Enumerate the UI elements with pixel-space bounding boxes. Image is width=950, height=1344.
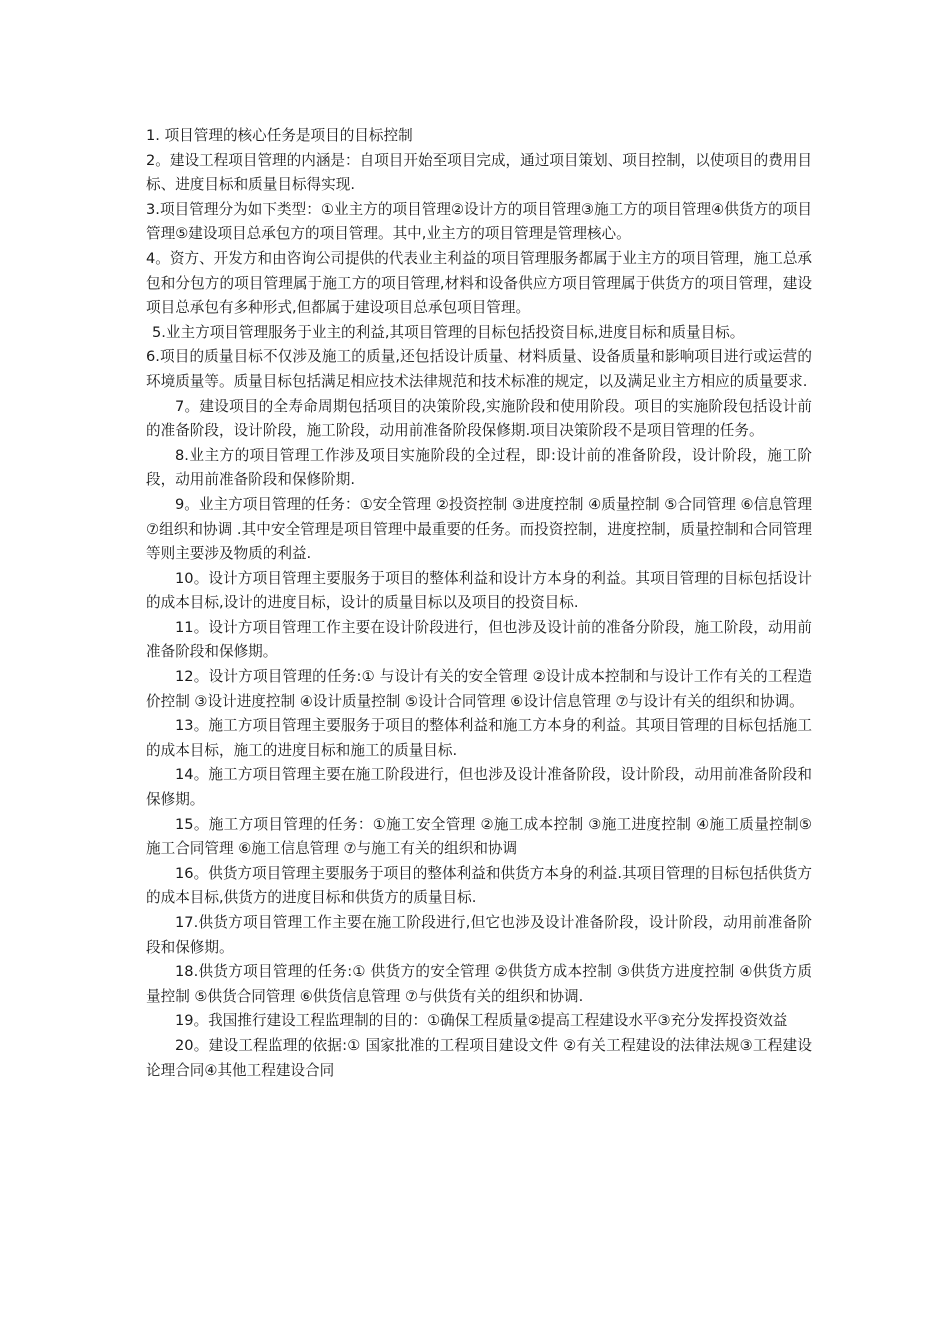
paragraph-14: 14。施工方项目管理主要在施工阶段进行，但也涉及设计准备阶段，设计阶段，动用前准备阶段和保修期。 — [146, 766, 812, 809]
paragraph-18: 18.供货方项目管理的任务:① 供货方的安全管理 ②供货方成本控制 ③供货方进度控制 ④供货方质量控制 ⑤供货合同管理 ⑥供货信息管理 ⑦与供货有关的组织和协调. — [146, 963, 812, 1005]
paragraph-10: 10。设计方项目管理主要服务于项目的整体利益和设计方本身的利益。其项目管理的目标包括设计的成本目标,设计的进度目标，设计的质量目标以及项目的投资目标. — [146, 569, 812, 612]
paragraph-11: 11。设计方项目管理工作主要在设计阶段进行，但也涉及设计前的准备分阶段，施工阶段，动用前准备阶段和保修期。 — [146, 618, 812, 661]
document-body — [146, 124, 812, 1083]
paragraph-3: 3.项目管理分为如下类型：①业主方的项目管理②设计方的项目管理③施工方的项目管理④供货方的项目管理⑤建设项目总承包方的项目管理。其中,业主方的项目管理是管理核心。 — [146, 200, 812, 243]
paragraph-7: 7。建设项目的全寿命周期包括项目的决策阶段,实施阶段和使用阶段。项目的实施阶段包括设计前的准备阶段，设计阶段，施工阶段，动用前准备阶段保修期.项目决策阶段不是项目管理的任务。 — [146, 397, 812, 440]
paragraph-19: 19。我国推行建设工程监理制的目的：①确保工程质量②提高工程建设水平③充分发挥投资效益 — [175, 1012, 788, 1030]
paragraph-1: 1. 项目管理的核心任务是项目的目标控制 — [146, 127, 413, 144]
paragraph-5: 5.业主方项目管理服务于业主的利益,其项目管理的目标包括投资目标,进度目标和质量目标。 — [152, 323, 745, 341]
paragraph-15: 15。施工方项目管理的任务：①施工安全管理 ②施工成本控制 ③施工进度控制 ④施工质量控制⑤施工合同管理 ⑥施工信息管理 ⑦与施工有关的组织和协调 — [146, 815, 812, 858]
paragraph-12: 12。设计方项目管理的任务:① 与设计有关的安全管理 ②设计成本控制和与设计工作有关的工程造价控制 ③设计进度控制 ④设计质量控制 ⑤设计合同管理 ⑥设计信息管理 ⑦与设计有关的组织和协调。 — [146, 668, 812, 710]
paragraph-17: 17.供货方项目管理工作主要在施工阶段进行,但它也涉及设计准备阶段，设计阶段，动用前准备阶段和保修期。 — [146, 914, 812, 956]
paragraph-20: 20。建设工程监理的依据:① 国家批准的工程项目建设文件 ②有关工程建设的法律法规③工程建设论理合同④其他工程建设合同 — [146, 1036, 812, 1079]
paragraph-6: 6.项目的质量目标不仅涉及施工的质量,还包括设计质量、材料质量、设备质量和影响项目进行或运营的环境质量等。质量目标包括满足相应技术法律规范和技术标准的规定，以及满足业主方相应的质量要求. — [146, 348, 812, 390]
paragraph-2: 2。建设工程项目管理的内涵是：自项目开始至项目完成，通过项目策划、项目控制，以使项目的费用目标、进度目标和质量目标得实现. — [146, 151, 813, 194]
paragraph-4: 4。资方、开发方和由咨询公司提供的代表业主利益的项目管理服务都属于业主方的项目管理，施工总承包和分包方的项目管理属于施工方的项目管理,材料和设备供应方项目管理属于供货方的项目管理，建设项目总承包有多种形式,但都属于建设项目总承包项目管理。 — [146, 249, 813, 317]
paragraph-9: 9。业主方项目管理的任务：①安全管理 ②投资控制 ③进度控制 ④质量控制 ⑤合同管理 ⑥信息管理 ⑦组织和协调 .其中安全管理是项目管理中最重要的任务。而投资控制，进度控制，质量控制和合同管理等则主要涉及物质的利益. — [146, 495, 812, 563]
paragraph-13: 13。施工方项目管理主要服务于项目的整体利益和施工方本身的利益。其项目管理的目标包括施工的成本目标，施工的进度目标和施工的质量目标. — [146, 717, 812, 759]
paragraph-8: 8.业主方的项目管理工作涉及项目实施阶段的全过程，即:设计前的准备阶段，设计阶段，施工阶段，动用前准备阶段和保修阶期. — [146, 446, 812, 489]
paragraph-16: 16。供货方项目管理主要服务于项目的整体利益和供货方本身的利益.其项目管理的目标包括供货方的成本目标,供货方的进度目标和供货方的质量目标. — [146, 864, 812, 907]
